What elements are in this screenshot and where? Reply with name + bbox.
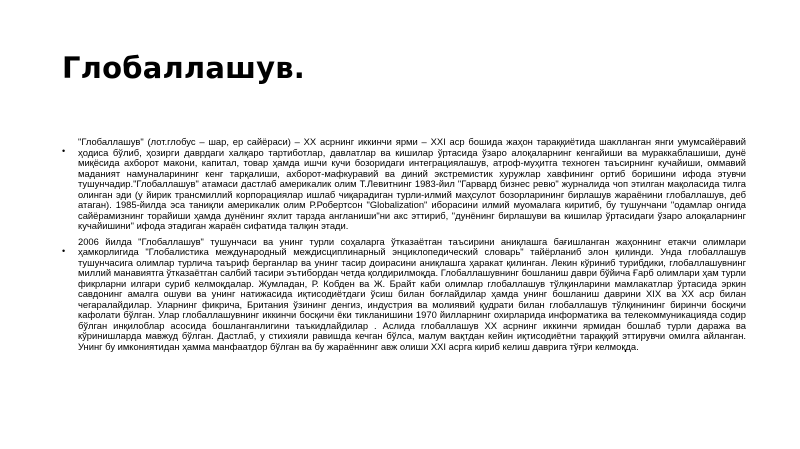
bullet-item-globalization-history xyxy=(62,237,746,353)
bullet-marker: • xyxy=(62,245,66,256)
slide-body-list xyxy=(62,137,746,357)
bullet-text: 2006 йилда "Глобаллашув" тушунчаси ва унинг турли соҳаларга ўтказаётган таъсирини аниқлашга бағишланган жаҳоннинг етакчи олимлари ҳамкорлигида "Глобалистика международный междисциплинарный энциклопедический словарь" тайёрланиб элон қилинди. Унда глобаллашув тушунчасига олимлар турлича таъриф берганлар ва унинг тасир доирасини аниқлашга ҳаракат қилинган. Лекин кўриниб турибдики, глобаллашувнинг миллий манавиятга ўтказаётган салбий тасири эътибордан четда қолдирилмоқда. Глобаллашувнинг бошланиш даври бўйича Ғарб олимлари ҳам турли фикрларни илгари суриб келмоқдалар. Жумладан, Р. Кобден ва Ж. Брайт каби олимлар глобаллашув тўлқинларини мамлакатлар ўртасида эркин савдонинг амалга ошуви ва унинг натижасида иқтисодиётдаги ўсиш билан боғлайдилар ҳамда унинг бошланиш даврини XIX ва XX аср билан чегаралайдилар. Уларнинг фикрича, Британия ўзининг денгиз, индустрия ва молиявий қудрати билан глобаллашув тўлқинининг биринчи босқичи кафолати бўлган. Улар глобаллашувнинг иккинчи босқичи ёки тикланишини 1970 йилларнинг охирларида информатика ва телекоммуникацияда содир бўлган инқилоблар асосида бошланганлигини таъкидлайдилар . Аслида глобаллашув XX асрнинг иккинчи ярмидан бошлаб турли даража ва кўринишларда мавжуд бўлган. Дастлаб, у стихияли равишда кечган бўлса, малум вақтдан кейин иқтисодиётни тараққий эттирувчи омилга айланган. Унинг бу имкониятидан ҳамма манфаатдор бўлган ва бу жараённинг авж олиши XXI асрга кириб келиш даврига тўғри келмоқда. xyxy=(78,235,746,352)
slide-title: Глобаллашув. xyxy=(62,51,305,85)
bullet-marker: • xyxy=(62,146,66,156)
bullet-item-globalization-definition xyxy=(62,137,746,232)
bullet-text: "Глобаллашув" (лот.глобус – шар, ер сайёраси) – XX асрнинг иккинчи ярми – XXI аср бошида жаҳон тараққиётида шаклланган янги умумсайёравий ҳодиса бўлиб, ҳозирги даврдаги халқаро тартиботлар, давлатлар ва кишилар ўртасида ўзаро алоқаларнинг кенгайиши ва мураккаблашиши, дунё миқёсида ахборот макони, капитал, товар ҳамда ишчи кучи бозоридаги интеграциялашув, атроф-муҳитга техноген таъсирнинг кучайиши, оммавий маданият намуналарининг кенг тарқалиши, ахборот-мафкуравий ва диний экстремистик хуружлар хавфининг ортиб боришини ифода этувчи тушунчадир."Глобаллашув" атамаси дастлаб америкалик олим Т.Левитнинг 1983-йил "Гарвард бизнес ревю" журналида чоп этилган мақоласида тилга олинган эди (у йирик трансмиллий корпорациялар ишлаб чиқарадиган турли-илмий маҳсулот бозорларининг бирлашув жараёнини глобаллашув, деб атаган). 1985-йилда эса таниқли америкалик олим Р.Робертсон "Globalization" иборасини илмий муомалага киритиб, бу тушунчани "одамлар онгида сайёрамизнинг торайиши ҳамда дунёнинг яхлит тарзда англаниши"ни акс эттириб, "дунёнинг бирлашуви ва кишилар ўртасидаги ўзаро алоқаларнинг кучайишини" ифода этадиган жараён сифатида талқин этади. xyxy=(78,136,746,231)
